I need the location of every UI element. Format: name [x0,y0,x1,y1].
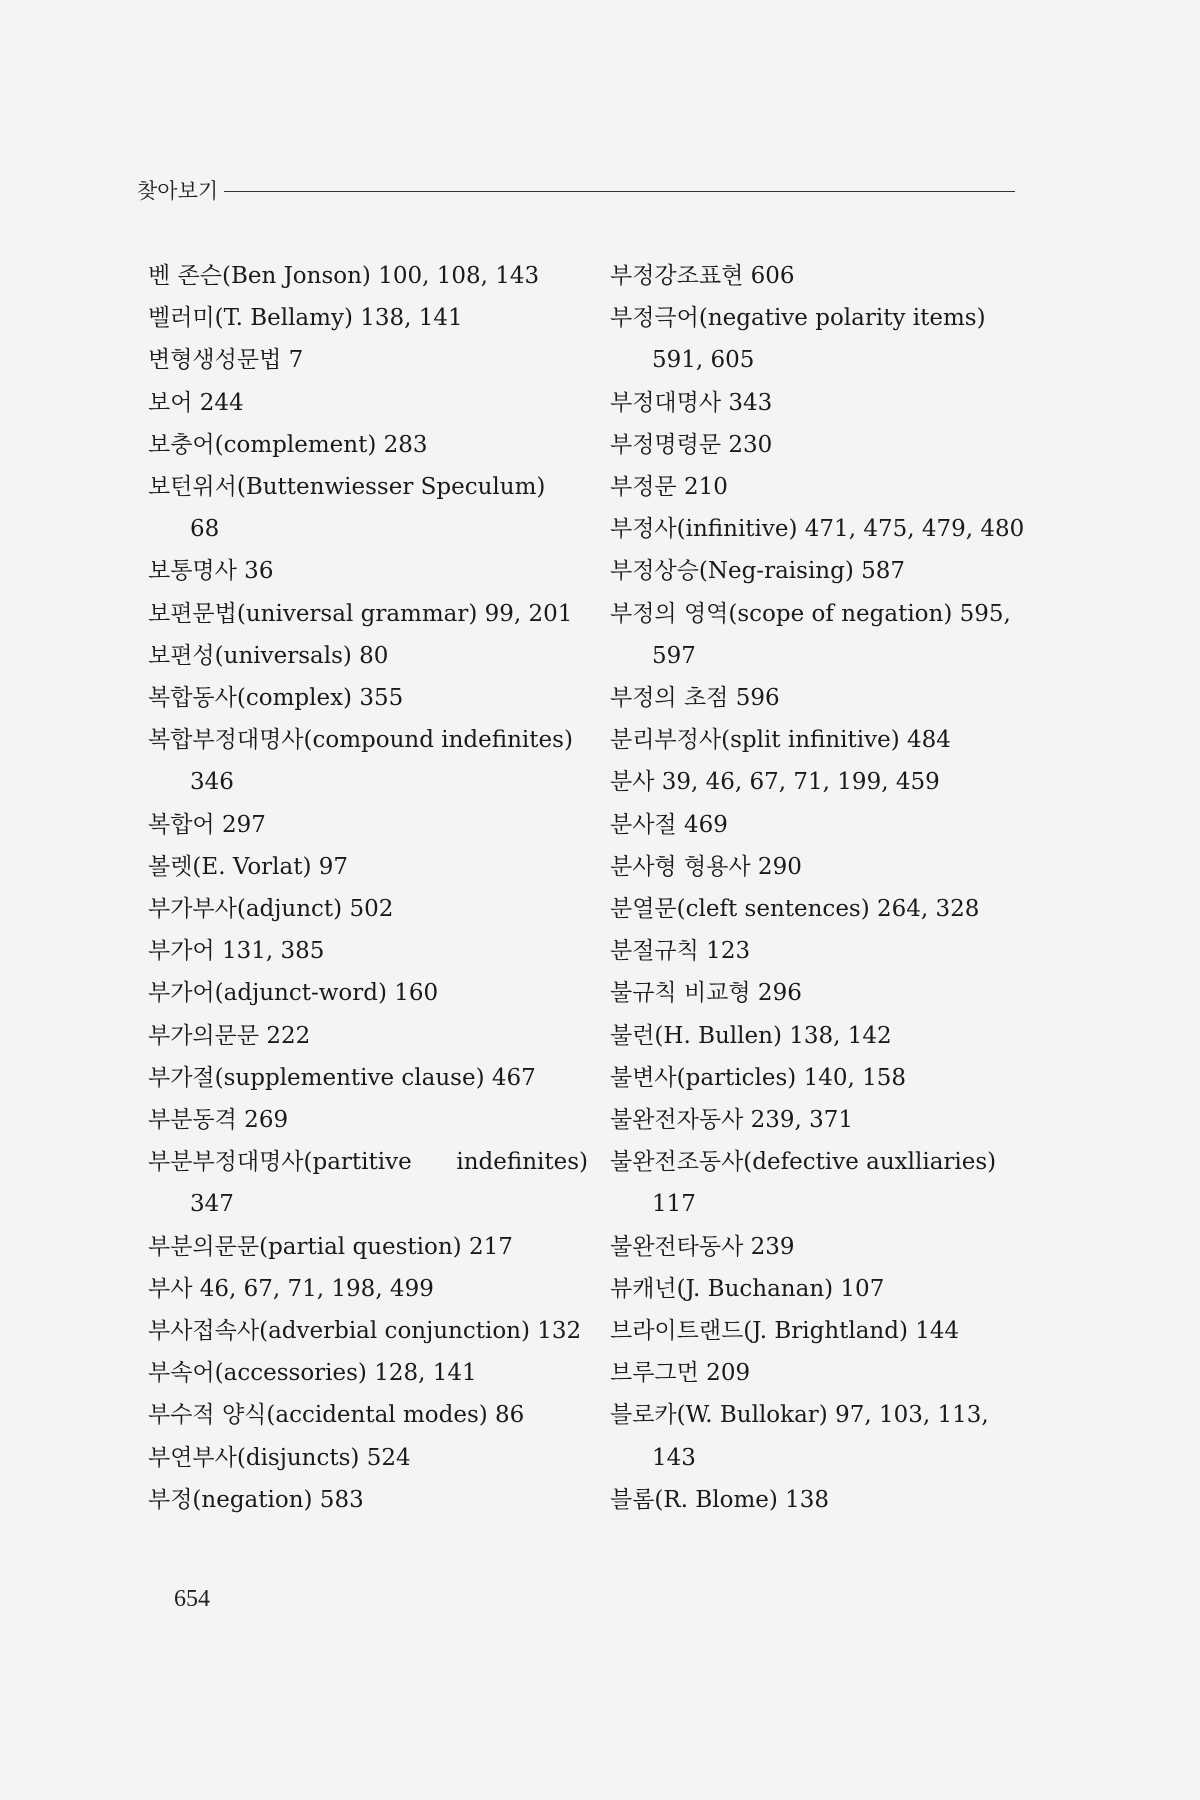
index-entry: 부정상승(Neg-raising) 587 [610,558,906,585]
index-entry: 블로카(W. Bullokar) 97, 103, 113, [610,1402,989,1429]
index-entry-continuation: 591, 605 [652,347,755,374]
index-entry-continuation: 68 [190,516,220,543]
index-entry: 블롬(R. Blome) 138 [610,1486,830,1513]
running-head [137,172,1015,208]
index-entry: 복합어 297 [148,811,266,838]
index-entry: 불런(H. Bullen) 138, 142 [610,1022,892,1049]
index-entry: 부정(negation) 583 [148,1486,364,1513]
index-entry: 부정극어(negative polarity items) [610,305,986,332]
index-entry: 분절규칙 123 [610,938,751,965]
index-entry-part: indefinites) [456,1149,588,1176]
index-entry: 부정대명사 343 [610,389,773,416]
index-entry: 부정의 영역(scope of negation) 595, [610,600,1011,627]
index-entry: 부분동격 269 [148,1107,289,1134]
index-entry: 부정사(infinitive) 471, 475, 479, 480 [610,516,1025,543]
index-entry: 브라이트랜드(J. Brightland) 144 [610,1318,960,1345]
index-entry: 부사접속사(adverbial conjunction) 132 [148,1318,582,1345]
index-entry: 부분의문문(partial question) 217 [148,1233,513,1260]
index-entry-justified [148,1141,588,1183]
index-entry-continuation: 117 [652,1191,696,1218]
index-entry: 부정명령문 230 [610,431,773,458]
index-entry: 부사 46, 67, 71, 198, 499 [148,1275,434,1302]
index-entry: 벨러미(T. Bellamy) 138, 141 [148,305,463,332]
index-entry: 분사절 469 [610,811,728,838]
index-entry: 복합부정대명사(compound indefinites) [148,727,573,754]
index-column-right [610,255,1052,1521]
index-column-left [148,255,588,1521]
index-entry: 부가의문문 222 [148,1022,311,1049]
index-entry: 부정의 초점 596 [610,685,780,712]
index-entry: 볼렛(E. Vorlat) 97 [148,853,349,880]
index-entry: 부속어(accessories) 128, 141 [148,1360,477,1387]
index-entry: 분사 39, 46, 67, 71, 199, 459 [610,769,940,796]
header-rule [224,191,1015,192]
index-entry: 부가어 131, 385 [148,938,325,965]
index-entry: 보통명사 36 [148,558,274,585]
index-entry: 분리부정사(split infinitive) 484 [610,727,951,754]
index-entry: 분사형 형용사 290 [610,853,802,880]
index-entry: 부정강조표현 606 [610,263,795,289]
index-entry: 부가절(supplementive clause) 467 [148,1064,536,1091]
index-entry: 뷰캐넌(J. Buchanan) 107 [610,1275,885,1302]
index-entry: 부정문 210 [610,474,728,501]
index-entry: 불규칙 비교형 296 [610,980,802,1007]
index-entry: 불변사(particles) 140, 158 [610,1064,907,1091]
index-entry: 부가부사(adjunct) 502 [148,896,394,923]
index-entry: 부연부사(disjuncts) 524 [148,1444,411,1471]
index-entry-continuation: 347 [190,1191,234,1218]
index-entry: 브루그먼 209 [610,1360,751,1387]
index-entry: 보턴위서(Buttenwiesser Speculum) [148,474,546,501]
index-entry-part: 부분부정대명사(partitive [148,1149,412,1176]
index-entry: 복합동사(complex) 355 [148,685,404,712]
index-entry: 보어 244 [148,389,244,416]
index-entry-continuation: 143 [652,1444,696,1471]
index-entry: 보편성(universals) 80 [148,642,389,669]
index-entry: 부가어(adjunct-word) 160 [148,980,439,1007]
index-entry: 분열문(cleft sentences) 264, 328 [610,896,980,923]
index-entry: 보편문법(universal grammar) 99, 201 [148,600,573,627]
index-entry: 부수적 양식(accidental modes) 86 [148,1402,525,1429]
index-entry: 불완전자동사 239, 371 [610,1107,854,1134]
running-head-title: 찾아보기 [137,179,219,203]
index-entry: 변형생성문법 7 [148,347,304,374]
index-entry: 벤 존슨(Ben Jonson) 100, 108, 143 [148,263,540,289]
index-entry: 보충어(complement) 283 [148,431,428,458]
index-entry-continuation: 597 [652,642,696,669]
index-entry-continuation: 346 [190,769,234,796]
index-entry: 불완전타동사 239 [610,1233,795,1260]
page-number: 654 [174,1586,210,1612]
index-entry: 불완전조동사(defective auxlliaries) [610,1149,997,1176]
